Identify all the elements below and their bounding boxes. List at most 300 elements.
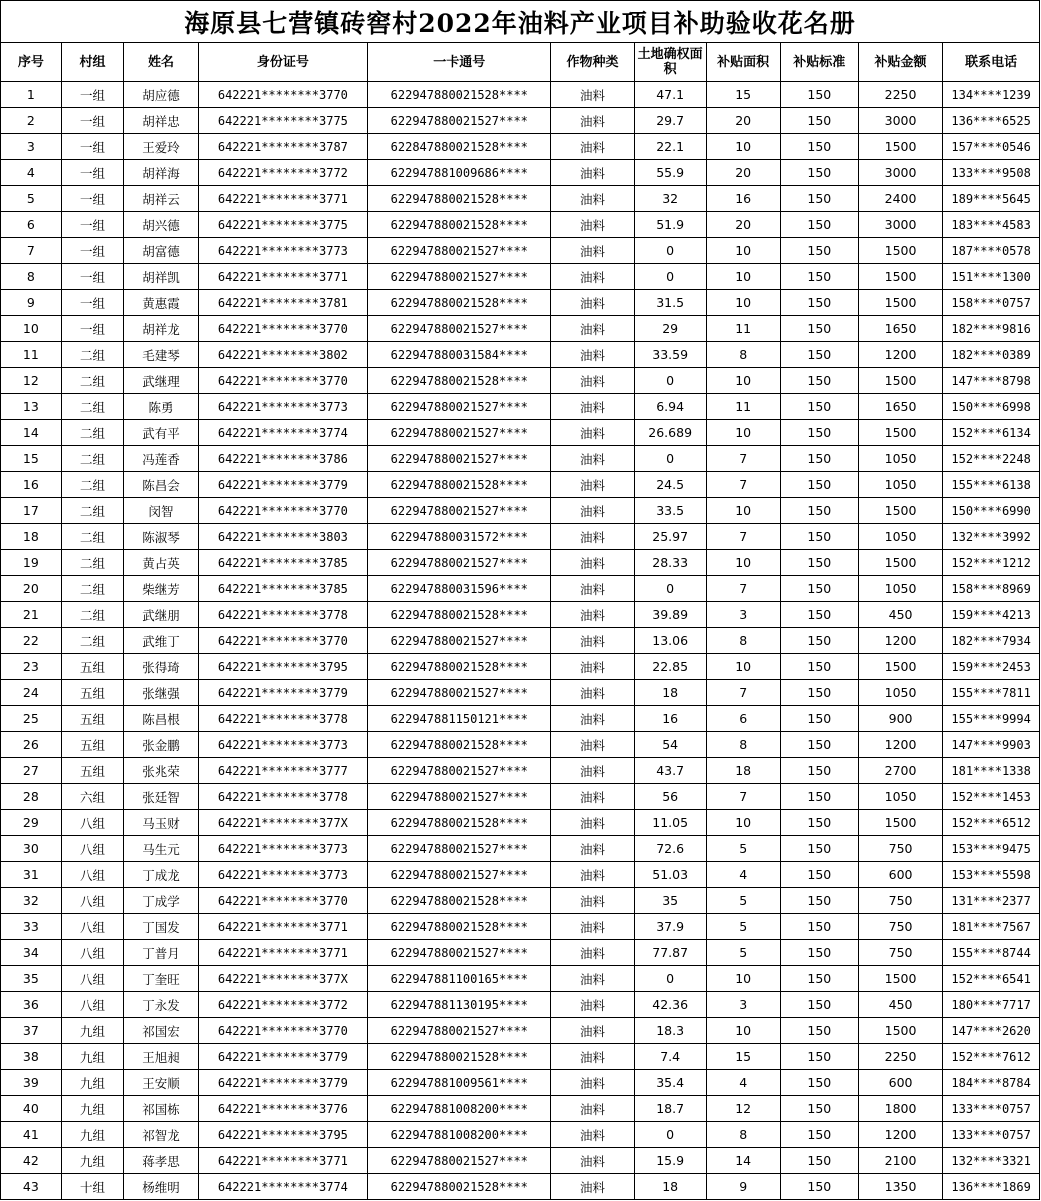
id-number-cell: 642221********3776 xyxy=(198,1096,368,1122)
table-row xyxy=(1,1018,1040,1044)
land-area-cell: 0 xyxy=(634,238,706,264)
subsidy-area-cell: 10 xyxy=(706,238,780,264)
card-number-cell: 622947880021527**** xyxy=(368,862,551,888)
row-number-cell: 18 xyxy=(1,524,62,550)
phone-cell: 181****7567 xyxy=(943,914,1040,940)
land-area-cell: 42.36 xyxy=(634,992,706,1018)
subsidy-amount-cell: 1500 xyxy=(858,654,942,680)
id-number-cell: 642221********3773 xyxy=(198,394,368,420)
name-cell: 陈昌根 xyxy=(124,706,198,732)
crop-type-cell: 油料 xyxy=(551,186,634,212)
crop-type-cell: 油料 xyxy=(551,1096,634,1122)
phone-cell: 132****3321 xyxy=(943,1148,1040,1174)
subsidy-rate-cell: 150 xyxy=(780,134,858,160)
card-number-cell: 622947880021527**** xyxy=(368,264,551,290)
phone-cell: 182****9816 xyxy=(943,316,1040,342)
subsidy-rate-cell: 150 xyxy=(780,186,858,212)
subsidy-area-cell: 10 xyxy=(706,134,780,160)
id-number-cell: 642221********377X xyxy=(198,810,368,836)
id-number-cell: 642221********3773 xyxy=(198,238,368,264)
id-number-cell: 642221********3786 xyxy=(198,446,368,472)
id-number-cell: 642221********3771 xyxy=(198,1148,368,1174)
crop-type-cell: 油料 xyxy=(551,732,634,758)
subsidy-rate-cell: 150 xyxy=(780,758,858,784)
village-group-cell: 一组 xyxy=(61,316,124,342)
phone-cell: 151****1300 xyxy=(943,264,1040,290)
crop-type-cell: 油料 xyxy=(551,108,634,134)
name-cell: 冯莲香 xyxy=(124,446,198,472)
subsidy-amount-cell: 1350 xyxy=(858,1174,942,1200)
table-row xyxy=(1,862,1040,888)
id-number-cell: 642221********3774 xyxy=(198,420,368,446)
subsidy-amount-cell: 2100 xyxy=(858,1148,942,1174)
crop-type-cell: 油料 xyxy=(551,1174,634,1200)
subsidy-rate-cell: 150 xyxy=(780,394,858,420)
land-area-cell: 15.9 xyxy=(634,1148,706,1174)
row-number-cell: 40 xyxy=(1,1096,62,1122)
subsidy-amount-cell: 1200 xyxy=(858,342,942,368)
subsidy-area-cell: 7 xyxy=(706,446,780,472)
phone-cell: 147****9903 xyxy=(943,732,1040,758)
land-area-cell: 26.689 xyxy=(634,420,706,446)
subsidy-area-cell: 5 xyxy=(706,940,780,966)
phone-cell: 155****7811 xyxy=(943,680,1040,706)
subsidy-rate-cell: 150 xyxy=(780,264,858,290)
subsidy-amount-cell: 2700 xyxy=(858,758,942,784)
village-group-cell: 二组 xyxy=(61,498,124,524)
subsidy-area-cell: 10 xyxy=(706,966,780,992)
row-number-cell: 29 xyxy=(1,810,62,836)
header-row xyxy=(1,43,1040,82)
row-number-cell: 6 xyxy=(1,212,62,238)
card-number-cell: 622947881150121**** xyxy=(368,706,551,732)
phone-cell: 153****5598 xyxy=(943,862,1040,888)
header-cell: 补贴金额 xyxy=(858,43,942,82)
subsidy-rate-cell: 150 xyxy=(780,1070,858,1096)
village-group-cell: 五组 xyxy=(61,654,124,680)
card-number-cell: 622947880021528**** xyxy=(368,472,551,498)
table-row xyxy=(1,134,1040,160)
subsidy-area-cell: 18 xyxy=(706,758,780,784)
name-cell: 丁奎旺 xyxy=(124,966,198,992)
village-group-cell: 六组 xyxy=(61,784,124,810)
name-cell: 王旭昶 xyxy=(124,1044,198,1070)
village-group-cell: 二组 xyxy=(61,446,124,472)
subsidy-area-cell: 7 xyxy=(706,524,780,550)
row-number-cell: 17 xyxy=(1,498,62,524)
subsidy-area-cell: 14 xyxy=(706,1148,780,1174)
phone-cell: 136****6525 xyxy=(943,108,1040,134)
subsidy-area-cell: 6 xyxy=(706,706,780,732)
subsidy-rate-cell: 150 xyxy=(780,836,858,862)
phone-cell: 133****0757 xyxy=(943,1096,1040,1122)
table-row xyxy=(1,550,1040,576)
row-number-cell: 26 xyxy=(1,732,62,758)
name-cell: 王安顺 xyxy=(124,1070,198,1096)
card-number-cell: 622947880021527**** xyxy=(368,940,551,966)
phone-cell: 133****9508 xyxy=(943,160,1040,186)
table-row xyxy=(1,498,1040,524)
crop-type-cell: 油料 xyxy=(551,238,634,264)
id-number-cell: 642221********3795 xyxy=(198,654,368,680)
phone-cell: 152****6541 xyxy=(943,966,1040,992)
card-number-cell: 622947880021527**** xyxy=(368,446,551,472)
card-number-cell: 622947880021527**** xyxy=(368,316,551,342)
card-number-cell: 622947880021528**** xyxy=(368,1044,551,1070)
crop-type-cell: 油料 xyxy=(551,446,634,472)
subsidy-rate-cell: 150 xyxy=(780,784,858,810)
name-cell: 张兆荣 xyxy=(124,758,198,784)
subsidy-amount-cell: 3000 xyxy=(858,108,942,134)
land-area-cell: 22.1 xyxy=(634,134,706,160)
land-area-cell: 29.7 xyxy=(634,108,706,134)
table-row xyxy=(1,524,1040,550)
subsidy-amount-cell: 1500 xyxy=(858,550,942,576)
phone-cell: 155****9994 xyxy=(943,706,1040,732)
table-row xyxy=(1,602,1040,628)
subsidy-rate-cell: 150 xyxy=(780,888,858,914)
crop-type-cell: 油料 xyxy=(551,1070,634,1096)
village-group-cell: 九组 xyxy=(61,1044,124,1070)
land-area-cell: 7.4 xyxy=(634,1044,706,1070)
crop-type-cell: 油料 xyxy=(551,472,634,498)
id-number-cell: 642221********3770 xyxy=(198,316,368,342)
name-cell: 胡兴德 xyxy=(124,212,198,238)
subsidy-amount-cell: 1650 xyxy=(858,394,942,420)
id-number-cell: 642221********3779 xyxy=(198,472,368,498)
card-number-cell: 622947880021528**** xyxy=(368,914,551,940)
subsidy-area-cell: 8 xyxy=(706,342,780,368)
subsidy-rate-cell: 150 xyxy=(780,1096,858,1122)
village-group-cell: 十组 xyxy=(61,1174,124,1200)
subsidy-amount-cell: 1500 xyxy=(858,810,942,836)
subsidy-area-cell: 20 xyxy=(706,160,780,186)
card-number-cell: 622947881008200**** xyxy=(368,1122,551,1148)
subsidy-rate-cell: 150 xyxy=(780,290,858,316)
subsidy-area-cell: 3 xyxy=(706,992,780,1018)
card-number-cell: 622947880021528**** xyxy=(368,810,551,836)
subsidy-rate-cell: 150 xyxy=(780,862,858,888)
crop-type-cell: 油料 xyxy=(551,1148,634,1174)
land-area-cell: 47.1 xyxy=(634,82,706,108)
land-area-cell: 77.87 xyxy=(634,940,706,966)
name-cell: 胡祥龙 xyxy=(124,316,198,342)
subsidy-amount-cell: 600 xyxy=(858,862,942,888)
header-cell: 序号 xyxy=(1,43,62,82)
table-row xyxy=(1,758,1040,784)
crop-type-cell: 油料 xyxy=(551,940,634,966)
row-number-cell: 23 xyxy=(1,654,62,680)
subsidy-amount-cell: 2250 xyxy=(858,82,942,108)
crop-type-cell: 油料 xyxy=(551,654,634,680)
id-number-cell: 642221********3781 xyxy=(198,290,368,316)
name-cell: 陈昌会 xyxy=(124,472,198,498)
row-number-cell: 31 xyxy=(1,862,62,888)
table-row xyxy=(1,342,1040,368)
village-group-cell: 五组 xyxy=(61,758,124,784)
name-cell: 丁成龙 xyxy=(124,862,198,888)
subsidy-rate-cell: 150 xyxy=(780,732,858,758)
subsidy-rate-cell: 150 xyxy=(780,940,858,966)
phone-cell: 131****2377 xyxy=(943,888,1040,914)
subsidy-area-cell: 7 xyxy=(706,576,780,602)
crop-type-cell: 油料 xyxy=(551,862,634,888)
crop-type-cell: 油料 xyxy=(551,628,634,654)
table-row xyxy=(1,628,1040,654)
table-row xyxy=(1,290,1040,316)
card-number-cell: 622947880021528**** xyxy=(368,212,551,238)
row-number-cell: 41 xyxy=(1,1122,62,1148)
card-number-cell: 622947880031596**** xyxy=(368,576,551,602)
id-number-cell: 642221********3778 xyxy=(198,602,368,628)
subsidy-rate-cell: 150 xyxy=(780,238,858,264)
id-number-cell: 642221********3770 xyxy=(198,1018,368,1044)
subsidy-amount-cell: 1050 xyxy=(858,446,942,472)
land-area-cell: 56 xyxy=(634,784,706,810)
subsidy-rate-cell: 150 xyxy=(780,1122,858,1148)
id-number-cell: 642221********3770 xyxy=(198,888,368,914)
id-number-cell: 642221********3787 xyxy=(198,134,368,160)
subsidy-rate-cell: 150 xyxy=(780,368,858,394)
village-group-cell: 八组 xyxy=(61,810,124,836)
row-number-cell: 36 xyxy=(1,992,62,1018)
village-group-cell: 二组 xyxy=(61,576,124,602)
village-group-cell: 二组 xyxy=(61,368,124,394)
village-group-cell: 二组 xyxy=(61,420,124,446)
id-number-cell: 642221********3773 xyxy=(198,836,368,862)
subsidy-area-cell: 10 xyxy=(706,654,780,680)
row-number-cell: 13 xyxy=(1,394,62,420)
land-area-cell: 0 xyxy=(634,576,706,602)
subsidy-area-cell: 4 xyxy=(706,862,780,888)
subsidy-amount-cell: 750 xyxy=(858,940,942,966)
name-cell: 胡祥海 xyxy=(124,160,198,186)
name-cell: 马生元 xyxy=(124,836,198,862)
name-cell: 武继朋 xyxy=(124,602,198,628)
name-cell: 张金鹏 xyxy=(124,732,198,758)
id-number-cell: 642221********3803 xyxy=(198,524,368,550)
subsidy-area-cell: 10 xyxy=(706,264,780,290)
card-number-cell: 622947880021527**** xyxy=(368,836,551,862)
name-cell: 马玉财 xyxy=(124,810,198,836)
phone-cell: 152****6134 xyxy=(943,420,1040,446)
crop-type-cell: 油料 xyxy=(551,212,634,238)
subsidy-amount-cell: 1500 xyxy=(858,966,942,992)
name-cell: 丁永发 xyxy=(124,992,198,1018)
name-cell: 丁成学 xyxy=(124,888,198,914)
name-cell: 张继强 xyxy=(124,680,198,706)
land-area-cell: 24.5 xyxy=(634,472,706,498)
village-group-cell: 八组 xyxy=(61,888,124,914)
crop-type-cell: 油料 xyxy=(551,550,634,576)
table-row xyxy=(1,810,1040,836)
row-number-cell: 11 xyxy=(1,342,62,368)
village-group-cell: 一组 xyxy=(61,186,124,212)
row-number-cell: 22 xyxy=(1,628,62,654)
village-group-cell: 一组 xyxy=(61,290,124,316)
village-group-cell: 八组 xyxy=(61,992,124,1018)
crop-type-cell: 油料 xyxy=(551,1122,634,1148)
row-number-cell: 10 xyxy=(1,316,62,342)
table-row xyxy=(1,212,1040,238)
name-cell: 陈淑琴 xyxy=(124,524,198,550)
village-group-cell: 一组 xyxy=(61,82,124,108)
subsidy-rate-cell: 150 xyxy=(780,576,858,602)
table-row xyxy=(1,420,1040,446)
table-row xyxy=(1,576,1040,602)
subsidy-area-cell: 11 xyxy=(706,316,780,342)
village-group-cell: 二组 xyxy=(61,394,124,420)
phone-cell: 150****6998 xyxy=(943,394,1040,420)
subsidy-amount-cell: 1050 xyxy=(858,576,942,602)
village-group-cell: 一组 xyxy=(61,108,124,134)
card-number-cell: 622947881009561**** xyxy=(368,1070,551,1096)
subsidy-area-cell: 11 xyxy=(706,394,780,420)
village-group-cell: 九组 xyxy=(61,1018,124,1044)
card-number-cell: 622947880021527**** xyxy=(368,550,551,576)
land-area-cell: 54 xyxy=(634,732,706,758)
crop-type-cell: 油料 xyxy=(551,992,634,1018)
land-area-cell: 31.5 xyxy=(634,290,706,316)
document-title: 海原县七营镇砖窖村2022年油料产业项目补助验收花名册 xyxy=(0,0,1040,42)
village-group-cell: 一组 xyxy=(61,134,124,160)
subsidy-rate-cell: 150 xyxy=(780,602,858,628)
table-row xyxy=(1,316,1040,342)
land-area-cell: 28.33 xyxy=(634,550,706,576)
subsidy-amount-cell: 450 xyxy=(858,602,942,628)
crop-type-cell: 油料 xyxy=(551,680,634,706)
crop-type-cell: 油料 xyxy=(551,914,634,940)
row-number-cell: 5 xyxy=(1,186,62,212)
card-number-cell: 622947880021527**** xyxy=(368,108,551,134)
table-row xyxy=(1,264,1040,290)
row-number-cell: 35 xyxy=(1,966,62,992)
village-group-cell: 九组 xyxy=(61,1070,124,1096)
village-group-cell: 二组 xyxy=(61,342,124,368)
subsidy-amount-cell: 1050 xyxy=(858,784,942,810)
header-cell: 补贴标准 xyxy=(780,43,858,82)
id-number-cell: 642221********3785 xyxy=(198,550,368,576)
subsidy-amount-cell: 1800 xyxy=(858,1096,942,1122)
phone-cell: 184****8784 xyxy=(943,1070,1040,1096)
row-number-cell: 30 xyxy=(1,836,62,862)
header-cell: 身份证号 xyxy=(198,43,368,82)
subsidy-rate-cell: 150 xyxy=(780,108,858,134)
name-cell: 杨维明 xyxy=(124,1174,198,1200)
subsidy-amount-cell: 1650 xyxy=(858,316,942,342)
header-cell: 作物种类 xyxy=(551,43,634,82)
subsidy-area-cell: 20 xyxy=(706,108,780,134)
subsidy-amount-cell: 2400 xyxy=(858,186,942,212)
row-number-cell: 37 xyxy=(1,1018,62,1044)
village-group-cell: 八组 xyxy=(61,966,124,992)
card-number-cell: 622947880021528**** xyxy=(368,290,551,316)
subsidy-area-cell: 8 xyxy=(706,1122,780,1148)
crop-type-cell: 油料 xyxy=(551,82,634,108)
id-number-cell: 642221********3770 xyxy=(198,368,368,394)
id-number-cell: 642221********3773 xyxy=(198,862,368,888)
card-number-cell: 622947880021528**** xyxy=(368,368,551,394)
subsidy-rate-cell: 150 xyxy=(780,82,858,108)
village-group-cell: 二组 xyxy=(61,472,124,498)
phone-cell: 132****3992 xyxy=(943,524,1040,550)
crop-type-cell: 油料 xyxy=(551,264,634,290)
crop-type-cell: 油料 xyxy=(551,316,634,342)
table-body xyxy=(1,82,1040,1200)
subsidy-area-cell: 9 xyxy=(706,1174,780,1200)
subsidy-rate-cell: 150 xyxy=(780,1018,858,1044)
crop-type-cell: 油料 xyxy=(551,706,634,732)
id-number-cell: 642221********3771 xyxy=(198,186,368,212)
subsidy-rate-cell: 150 xyxy=(780,706,858,732)
phone-cell: 155****6138 xyxy=(943,472,1040,498)
crop-type-cell: 油料 xyxy=(551,888,634,914)
phone-cell: 182****7934 xyxy=(943,628,1040,654)
table-row xyxy=(1,472,1040,498)
subsidy-rate-cell: 150 xyxy=(780,1174,858,1200)
subsidy-amount-cell: 3000 xyxy=(858,212,942,238)
table-row xyxy=(1,914,1040,940)
table-row xyxy=(1,368,1040,394)
subsidy-area-cell: 5 xyxy=(706,836,780,862)
row-number-cell: 42 xyxy=(1,1148,62,1174)
card-number-cell: 622947880021528**** xyxy=(368,186,551,212)
land-area-cell: 37.9 xyxy=(634,914,706,940)
id-number-cell: 642221********3779 xyxy=(198,680,368,706)
subsidy-area-cell: 10 xyxy=(706,1018,780,1044)
phone-cell: 180****7717 xyxy=(943,992,1040,1018)
table-row xyxy=(1,1122,1040,1148)
phone-cell: 159****4213 xyxy=(943,602,1040,628)
land-area-cell: 0 xyxy=(634,1122,706,1148)
subsidy-rate-cell: 150 xyxy=(780,160,858,186)
id-number-cell: 642221********3770 xyxy=(198,498,368,524)
card-number-cell: 622947880031584**** xyxy=(368,342,551,368)
subsidy-amount-cell: 450 xyxy=(858,992,942,1018)
table-row xyxy=(1,836,1040,862)
crop-type-cell: 油料 xyxy=(551,1018,634,1044)
village-group-cell: 九组 xyxy=(61,1122,124,1148)
subsidy-rate-cell: 150 xyxy=(780,550,858,576)
subsidy-area-cell: 7 xyxy=(706,680,780,706)
name-cell: 祁国栋 xyxy=(124,1096,198,1122)
card-number-cell: 622947880021528**** xyxy=(368,888,551,914)
crop-type-cell: 油料 xyxy=(551,758,634,784)
land-area-cell: 72.6 xyxy=(634,836,706,862)
card-number-cell: 622947880031572**** xyxy=(368,524,551,550)
id-number-cell: 642221********3771 xyxy=(198,940,368,966)
subsidy-rate-cell: 150 xyxy=(780,316,858,342)
row-number-cell: 25 xyxy=(1,706,62,732)
subsidy-amount-cell: 1200 xyxy=(858,1122,942,1148)
subsidy-area-cell: 10 xyxy=(706,550,780,576)
subsidy-rate-cell: 150 xyxy=(780,420,858,446)
subsidy-amount-cell: 750 xyxy=(858,836,942,862)
phone-cell: 150****6990 xyxy=(943,498,1040,524)
phone-cell: 157****0546 xyxy=(943,134,1040,160)
name-cell: 胡富德 xyxy=(124,238,198,264)
card-number-cell: 622947880021528**** xyxy=(368,654,551,680)
id-number-cell: 642221********3774 xyxy=(198,1174,368,1200)
land-area-cell: 13.06 xyxy=(634,628,706,654)
row-number-cell: 14 xyxy=(1,420,62,446)
row-number-cell: 43 xyxy=(1,1174,62,1200)
header-cell: 一卡通号 xyxy=(368,43,551,82)
subsidy-rate-cell: 150 xyxy=(780,654,858,680)
crop-type-cell: 油料 xyxy=(551,368,634,394)
table-row xyxy=(1,992,1040,1018)
village-group-cell: 九组 xyxy=(61,1148,124,1174)
